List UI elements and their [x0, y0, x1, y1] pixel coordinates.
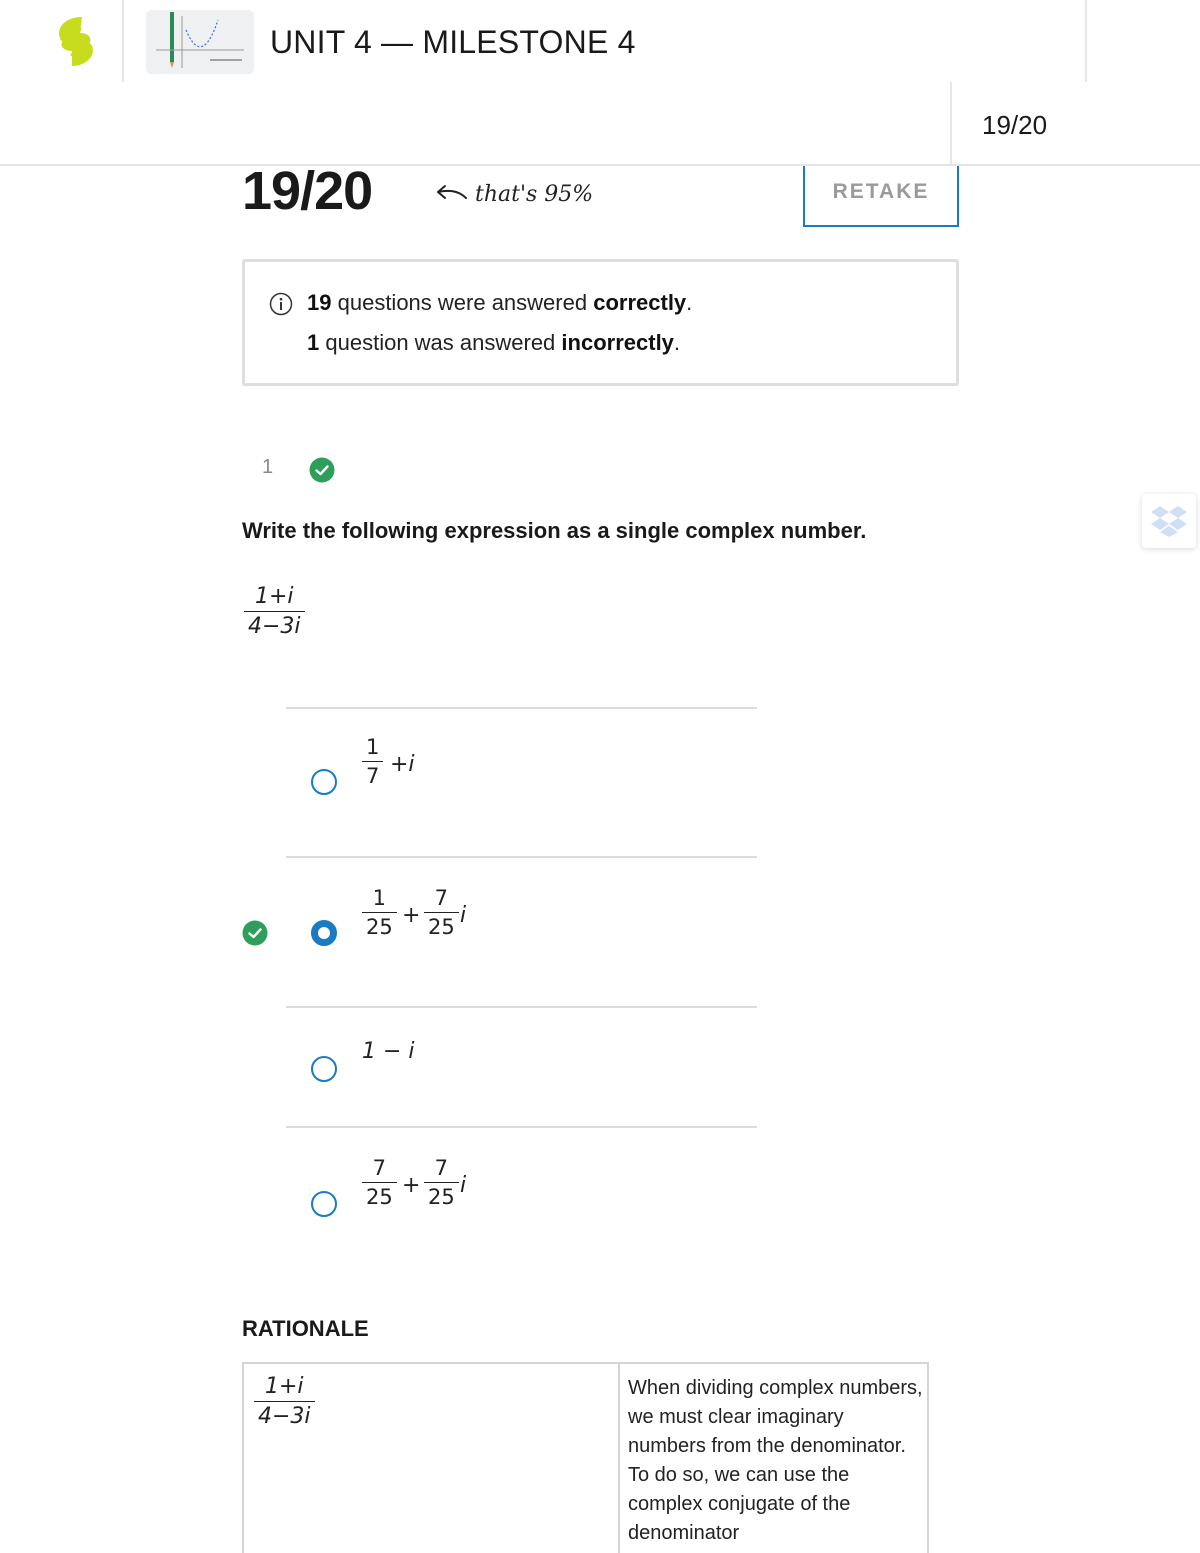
correct-answer-check-icon — [242, 920, 268, 946]
correct-summary — [307, 290, 692, 316]
question-number: 1 — [262, 456, 274, 478]
retake-button[interactable]: RETAKE — [803, 166, 959, 227]
option-b-denominator-a: 25 — [362, 912, 397, 939]
rationale-denominator: 4−3i — [254, 1401, 315, 1429]
option-b-fraction-a — [362, 886, 397, 939]
option-divider — [286, 707, 757, 709]
option-b-suffix: i — [460, 903, 467, 928]
incorrect-summary-text: question was answered — [325, 330, 556, 355]
arrow-left-icon — [434, 182, 468, 204]
dropbox-icon — [1150, 504, 1188, 538]
header-divider-right — [1085, 0, 1087, 82]
rationale-numerator: 1+i — [265, 1374, 304, 1399]
option-d-fraction-b — [424, 1156, 459, 1209]
option-divider — [286, 1126, 757, 1128]
expression-numerator: 1+i — [255, 584, 294, 609]
score-total: 19/20 — [242, 161, 373, 221]
option-d-fraction-a — [362, 1156, 397, 1209]
score-percent-text: that's 95% — [475, 182, 594, 207]
option-divider — [286, 856, 757, 858]
option-a-denominator: 7 — [362, 761, 383, 788]
score-percent-note — [434, 182, 593, 207]
question-expression — [244, 584, 305, 639]
header-divider — [122, 0, 124, 82]
rationale-heading: RATIONALE — [242, 1316, 369, 1341]
period: . — [686, 290, 693, 315]
option-b-numerator-b: 7 — [434, 886, 449, 910]
info-icon — [269, 292, 293, 316]
top-bar — [0, 0, 1200, 82]
option-d-suffix: i — [460, 1173, 467, 1198]
correct-summary-text: questions were answered — [337, 290, 588, 315]
expression-denominator: 4−3i — [244, 611, 305, 639]
option-a-numerator: 1 — [366, 735, 380, 759]
incorrect-word: incorrectly — [561, 330, 674, 355]
option-divider — [286, 1006, 757, 1008]
incorrect-count: 1 — [307, 330, 320, 355]
option-c-text: 1 − i — [362, 1039, 415, 1064]
option-b-numerator-a: 1 — [372, 886, 387, 910]
option-b-denominator-b: 25 — [424, 912, 459, 939]
sophia-logo-icon[interactable] — [52, 14, 100, 70]
rationale-expression — [254, 1374, 315, 1429]
incorrect-summary — [307, 330, 680, 356]
option-d-operator: + — [402, 1173, 421, 1198]
option-a-radio[interactable] — [311, 769, 337, 795]
option-b-radio[interactable] — [311, 920, 337, 946]
rationale-explanation: When dividing complex numbers, we must clear imaginary numbers from the denominator. To do so, we can use the complex conjugate of the denominator — [628, 1377, 923, 1544]
option-d-numerator-a: 7 — [372, 1156, 387, 1180]
sub-header — [0, 82, 1200, 166]
correct-count: 19 — [307, 290, 332, 315]
option-b-fraction-b — [424, 886, 459, 939]
results-summary — [242, 259, 959, 386]
option-d-denominator-a: 25 — [362, 1182, 397, 1209]
option-c-radio[interactable] — [311, 1056, 337, 1082]
period: . — [673, 330, 681, 355]
course-thumbnail — [146, 10, 254, 74]
question-prompt: Write the following expression as a single complex number. — [242, 518, 867, 543]
correct-check-icon — [309, 457, 335, 483]
option-d-numerator-b: 7 — [434, 1156, 449, 1180]
dropbox-button[interactable] — [1142, 494, 1196, 548]
graph-thumbnail-icon — [146, 10, 254, 74]
correct-word: correctly — [593, 290, 687, 315]
option-d-radio[interactable] — [311, 1191, 337, 1217]
option-a-fraction — [362, 735, 383, 788]
sub-header-divider — [950, 82, 952, 166]
option-b-operator: + — [402, 903, 421, 928]
option-d-denominator-b: 25 — [424, 1182, 459, 1209]
page-title: UNIT 4 — MILESTONE 4 — [270, 24, 636, 60]
rationale-table — [242, 1362, 929, 1553]
score-indicator: 19/20 — [982, 110, 1048, 140]
rationale-column-divider — [618, 1364, 620, 1553]
option-a-suffix: +i — [390, 752, 415, 777]
